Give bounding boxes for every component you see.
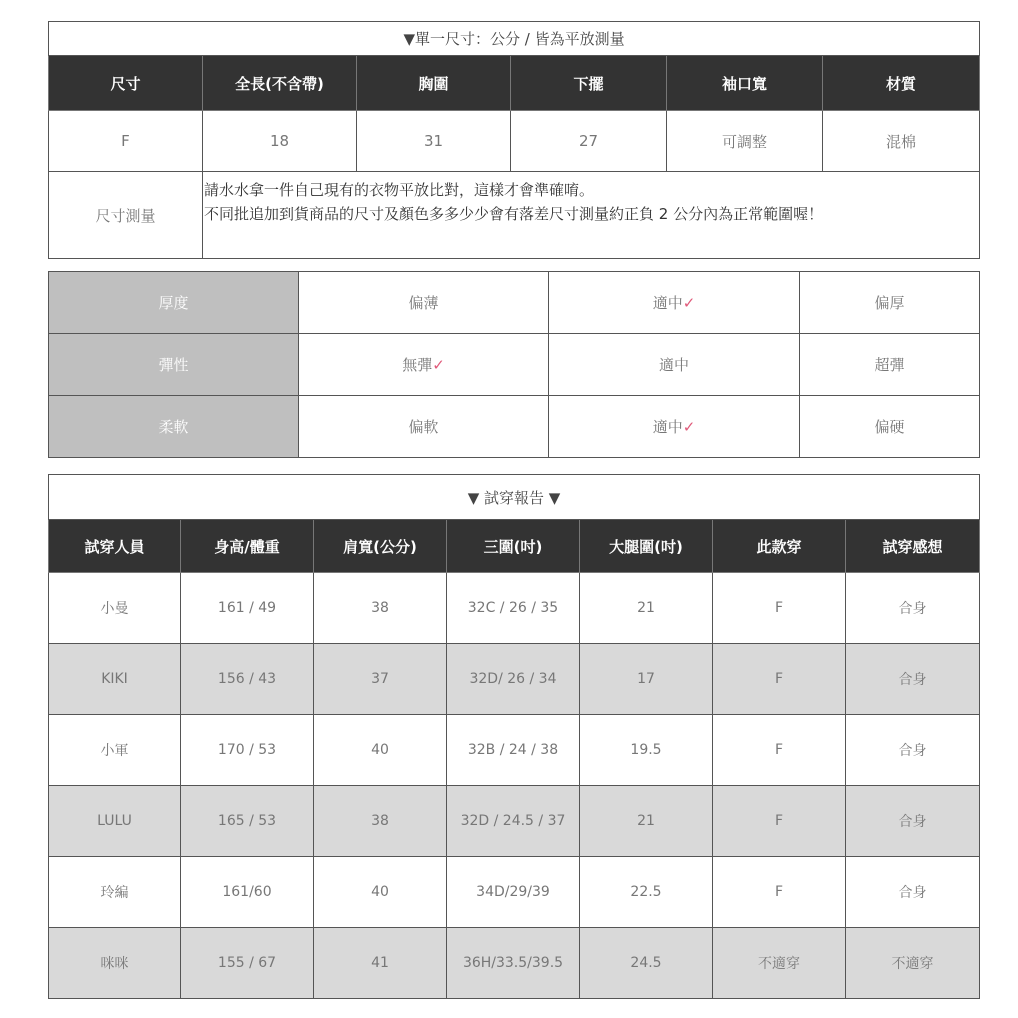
tester-header: 試穿人員 [49,520,181,573]
shoulder-width-cell: 40 [314,857,447,928]
try-on-report-table [48,474,980,999]
thigh-cell: 21 [580,573,713,644]
feel-label: 厚度 [49,272,299,334]
tester-name-cell: 小軍 [49,715,181,786]
feel-label: 柔軟 [49,396,299,458]
size-worn-cell: F [713,715,846,786]
feel-option [299,396,549,458]
feel-option [549,334,800,396]
tester-name-cell: KIKI [49,644,181,715]
length-value: 18 [203,111,357,172]
height-weight-cell: 161 / 49 [181,573,314,644]
feel-option [800,272,980,334]
size-table [48,21,980,259]
feedback-cell: 合身 [846,573,980,644]
measurements-header: 三圍(吋) [447,520,580,573]
fabric-feel-table [48,271,980,458]
feel-option [800,334,980,396]
size-worn-cell: F [713,573,846,644]
feel-option [299,272,549,334]
feel-label: 彈性 [49,334,299,396]
table-row [49,715,980,786]
length-header: 全長(不含帶) [203,56,357,111]
height-weight-cell: 161/60 [181,857,314,928]
feel-option-label: 偏薄 [408,294,439,312]
feedback-cell: 合身 [846,715,980,786]
material-header: 材質 [823,56,980,111]
feel-option [800,396,980,458]
table-row [49,928,980,999]
thigh-cell: 24.5 [580,928,713,999]
height-weight-cell: 170 / 53 [181,715,314,786]
feel-option-label: 無彈 [402,356,433,374]
cuff-header: 袖口寬 [667,56,823,111]
feel-option-label: 適中 [652,294,683,312]
chest-value: 31 [357,111,511,172]
check-mark-icon: ✓ [432,356,445,374]
feedback-cell: 合身 [846,786,980,857]
height-weight-cell: 155 / 67 [181,928,314,999]
shoulder-width-cell: 37 [314,644,447,715]
feedback-cell: 合身 [846,644,980,715]
height-weight-header: 身高/體重 [181,520,314,573]
report-caption: ▼ 試穿報告 ▼ [49,475,980,520]
thigh-cell: 21 [580,786,713,857]
feel-option [549,272,800,334]
measurements-cell: 34D/29/39 [447,857,580,928]
shoulder-width-cell: 38 [314,786,447,857]
thigh-cell: 19.5 [580,715,713,786]
tester-name-cell: 咪咪 [49,928,181,999]
feel-option [549,396,800,458]
table-row [49,573,980,644]
hem-value: 27 [511,111,667,172]
size-header: 尺寸 [49,56,203,111]
tester-name-cell: 小曼 [49,573,181,644]
chest-header: 胸圍 [357,56,511,111]
size-table-caption: ▼單一尺寸：公分 / 皆為平放測量 [49,22,980,56]
feel-row [49,272,980,334]
feedback-cell: 不適穿 [846,928,980,999]
tester-name-cell: 玲編 [49,857,181,928]
height-weight-cell: 156 / 43 [181,644,314,715]
check-mark-icon: ✓ [682,294,696,312]
measure-note [203,172,980,259]
feel-option-label: 偏厚 [874,294,905,312]
table-row [49,644,980,715]
size-worn-header: 此款穿 [713,520,846,573]
feel-option-label: 適中 [658,356,689,374]
size-value: F [49,111,203,172]
tester-name-cell: LULU [49,786,181,857]
shoulder-width-cell: 38 [314,573,447,644]
thigh-header: 大腿圍(吋) [580,520,713,573]
measurements-cell: 32C / 26 / 35 [447,573,580,644]
feel-option-label: 偏硬 [874,418,905,436]
check-mark-icon: ✓ [682,418,696,436]
feedback-header: 試穿感想 [846,520,980,573]
cut-off-text-fragment [48,1008,348,1018]
measurements-cell: 32D / 24.5 / 37 [447,786,580,857]
measurements-cell: 32D/ 26 / 34 [447,644,580,715]
size-worn-cell: F [713,857,846,928]
feel-row [49,334,980,396]
feel-option-label: 超彈 [874,356,905,374]
size-worn-cell: F [713,644,846,715]
feedback-cell: 合身 [846,857,980,928]
feel-option-label: 偏軟 [408,418,439,436]
shoulder-width-cell: 41 [314,928,447,999]
thigh-cell: 17 [580,644,713,715]
measure-label: 尺寸測量 [49,172,203,259]
shoulder-width-cell: 40 [314,715,447,786]
material-value: 混棉 [823,111,980,172]
height-weight-cell: 165 / 53 [181,786,314,857]
table-row [49,857,980,928]
feel-row [49,396,980,458]
measurements-cell: 36H/33.5/39.5 [447,928,580,999]
measurements-cell: 32B / 24 / 38 [447,715,580,786]
feel-option [299,334,549,396]
size-worn-cell: F [713,786,846,857]
measure-note-line: 請水水拿一件自己現有的衣物平放比對，這樣才會準確唷。 [204,181,595,199]
size-worn-cell: 不適穿 [713,928,846,999]
thigh-cell: 22.5 [580,857,713,928]
cuff-value: 可調整 [667,111,823,172]
table-row [49,786,980,857]
feel-option-label: 適中 [652,418,683,436]
hem-header: 下擺 [511,56,667,111]
shoulder-header: 肩寬(公分) [314,520,447,573]
measure-note-line: 不同批追加到貨商品的尺寸及顏色多多少少會有落差尺寸測量約正負 2 公分內為正常範圍喔！ [204,205,824,223]
